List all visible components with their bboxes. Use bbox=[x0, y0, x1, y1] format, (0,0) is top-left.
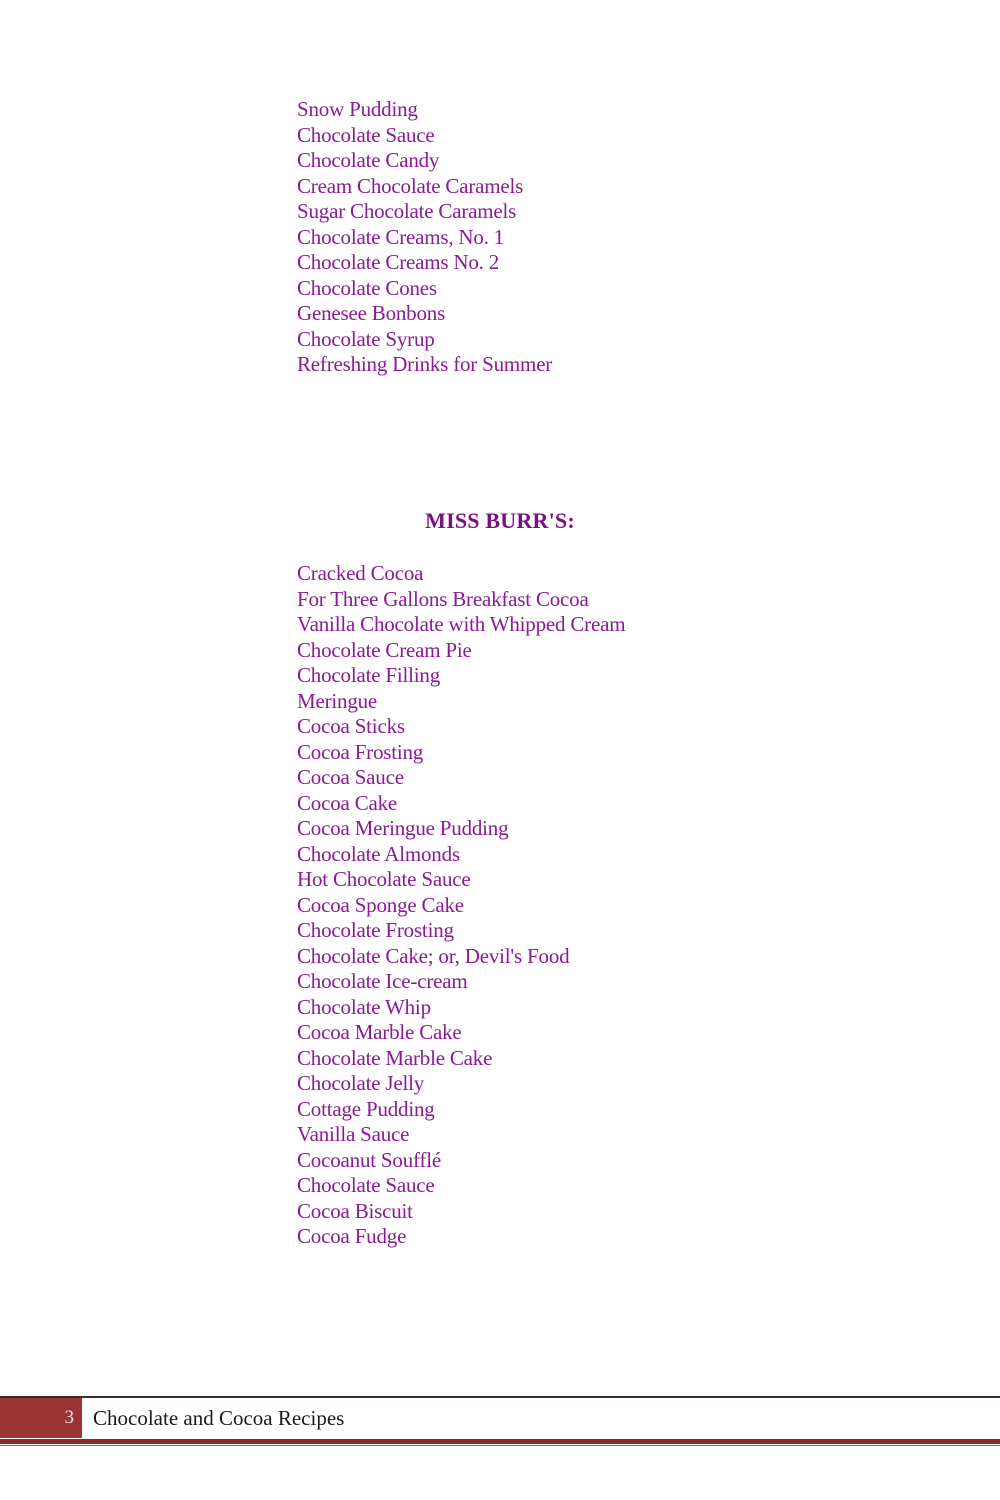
footer-book-title: Chocolate and Cocoa Recipes bbox=[93, 1406, 345, 1430]
recipe-link[interactable]: Genesee Bonbons bbox=[297, 301, 446, 325]
recipe-link[interactable]: Cocoa Frosting bbox=[297, 739, 424, 764]
list-item bbox=[297, 740, 625, 766]
recipe-link[interactable]: Cocoa Sauce bbox=[297, 765, 404, 789]
recipe-link[interactable]: Meringue bbox=[297, 688, 378, 713]
list-item bbox=[297, 276, 552, 302]
list-item bbox=[297, 612, 625, 638]
list-item bbox=[297, 225, 552, 251]
recipe-link[interactable]: Cocoa Cake bbox=[297, 790, 398, 815]
recipe-link[interactable]: Chocolate Marble Cake bbox=[297, 1045, 493, 1070]
list-item bbox=[297, 638, 625, 664]
recipe-link[interactable]: Cocoa Marble Cake bbox=[297, 1020, 462, 1044]
recipe-link[interactable]: Hot Chocolate Sauce bbox=[297, 867, 471, 891]
recipe-link[interactable]: For Three Gallons Breakfast Cocoa bbox=[297, 586, 589, 611]
list-item bbox=[297, 1071, 625, 1097]
recipe-link[interactable]: Cracked Cocoa bbox=[297, 561, 424, 585]
list-item bbox=[297, 791, 625, 817]
recipe-link[interactable]: Chocolate Cream Pie bbox=[297, 637, 472, 662]
section-heading: MISS BURR'S: bbox=[425, 508, 575, 533]
recipe-list-miss-burr bbox=[297, 561, 625, 1250]
recipe-link[interactable]: Chocolate Cones bbox=[297, 275, 437, 300]
recipe-link[interactable]: Chocolate Cake; or, Devil's Food bbox=[297, 943, 570, 968]
list-item bbox=[297, 174, 552, 200]
list-item bbox=[297, 689, 625, 715]
list-item bbox=[297, 1020, 625, 1046]
list-item bbox=[297, 1097, 625, 1123]
list-item bbox=[297, 301, 552, 327]
list-item bbox=[297, 97, 552, 123]
list-item bbox=[297, 1199, 625, 1225]
recipe-link[interactable]: Cocoa Sticks bbox=[297, 714, 405, 738]
recipe-link[interactable]: Chocolate Ice-cream bbox=[297, 969, 468, 993]
page-number-box bbox=[0, 1398, 82, 1438]
recipe-link[interactable]: Chocolate Creams, No. 1 bbox=[297, 224, 505, 249]
list-item bbox=[297, 816, 625, 842]
page-footer bbox=[0, 1396, 1000, 1448]
recipe-link[interactable]: Cream Chocolate Caramels bbox=[297, 173, 524, 198]
recipe-link[interactable]: Vanilla Sauce bbox=[297, 1122, 410, 1146]
recipe-link[interactable]: Chocolate Almonds bbox=[297, 841, 460, 866]
list-item bbox=[297, 352, 552, 378]
list-item bbox=[297, 148, 552, 174]
recipe-link[interactable]: Chocolate Sauce bbox=[297, 122, 435, 147]
page-number: 3 bbox=[64, 1407, 74, 1428]
list-item bbox=[297, 327, 552, 353]
recipe-link[interactable]: Refreshing Drinks for Summer bbox=[297, 352, 553, 376]
recipe-link[interactable]: Chocolate Jelly bbox=[297, 1071, 425, 1095]
recipe-link[interactable]: Cocoa Sponge Cake bbox=[297, 892, 464, 917]
recipe-link[interactable]: Chocolate Frosting bbox=[297, 918, 454, 942]
recipe-link[interactable]: Sugar Chocolate Caramels bbox=[297, 199, 517, 223]
recipe-link[interactable]: Cocoanut Soufflé bbox=[297, 1147, 441, 1172]
list-item bbox=[297, 714, 625, 740]
recipe-link[interactable]: Cocoa Biscuit bbox=[297, 1198, 413, 1223]
recipe-link[interactable]: Chocolate Whip bbox=[297, 994, 431, 1019]
list-item bbox=[297, 893, 625, 919]
list-item bbox=[297, 1148, 625, 1174]
recipe-link[interactable]: Snow Pudding bbox=[297, 97, 418, 121]
recipe-link[interactable]: Chocolate Syrup bbox=[297, 326, 435, 351]
recipe-link[interactable]: Vanilla Chocolate with Whipped Cream bbox=[297, 612, 626, 636]
list-item bbox=[297, 587, 625, 613]
list-item bbox=[297, 765, 625, 791]
list-item bbox=[297, 1173, 625, 1199]
list-item bbox=[297, 1122, 625, 1148]
list-item bbox=[297, 1046, 625, 1072]
list-item bbox=[297, 123, 552, 149]
list-item bbox=[297, 995, 625, 1021]
list-item bbox=[297, 1224, 625, 1250]
footer-divider-thin bbox=[0, 1445, 1000, 1446]
list-item bbox=[297, 969, 625, 995]
recipe-list-top bbox=[297, 97, 552, 378]
list-item bbox=[297, 663, 625, 689]
recipe-link[interactable]: Chocolate Candy bbox=[297, 148, 440, 172]
list-item bbox=[297, 561, 625, 587]
recipe-link[interactable]: Cottage Pudding bbox=[297, 1096, 435, 1121]
recipe-link[interactable]: Chocolate Filling bbox=[297, 663, 441, 687]
list-item bbox=[297, 199, 552, 225]
list-item bbox=[297, 250, 552, 276]
footer-divider-bottom bbox=[0, 1439, 1000, 1444]
list-item bbox=[297, 867, 625, 893]
list-item bbox=[297, 842, 625, 868]
list-item bbox=[297, 944, 625, 970]
recipe-link[interactable]: Cocoa Meringue Pudding bbox=[297, 816, 509, 840]
recipe-link[interactable]: Chocolate Creams No. 2 bbox=[297, 250, 500, 274]
recipe-link[interactable]: Chocolate Sauce bbox=[297, 1173, 435, 1197]
list-item bbox=[297, 918, 625, 944]
recipe-link[interactable]: Cocoa Fudge bbox=[297, 1224, 407, 1248]
